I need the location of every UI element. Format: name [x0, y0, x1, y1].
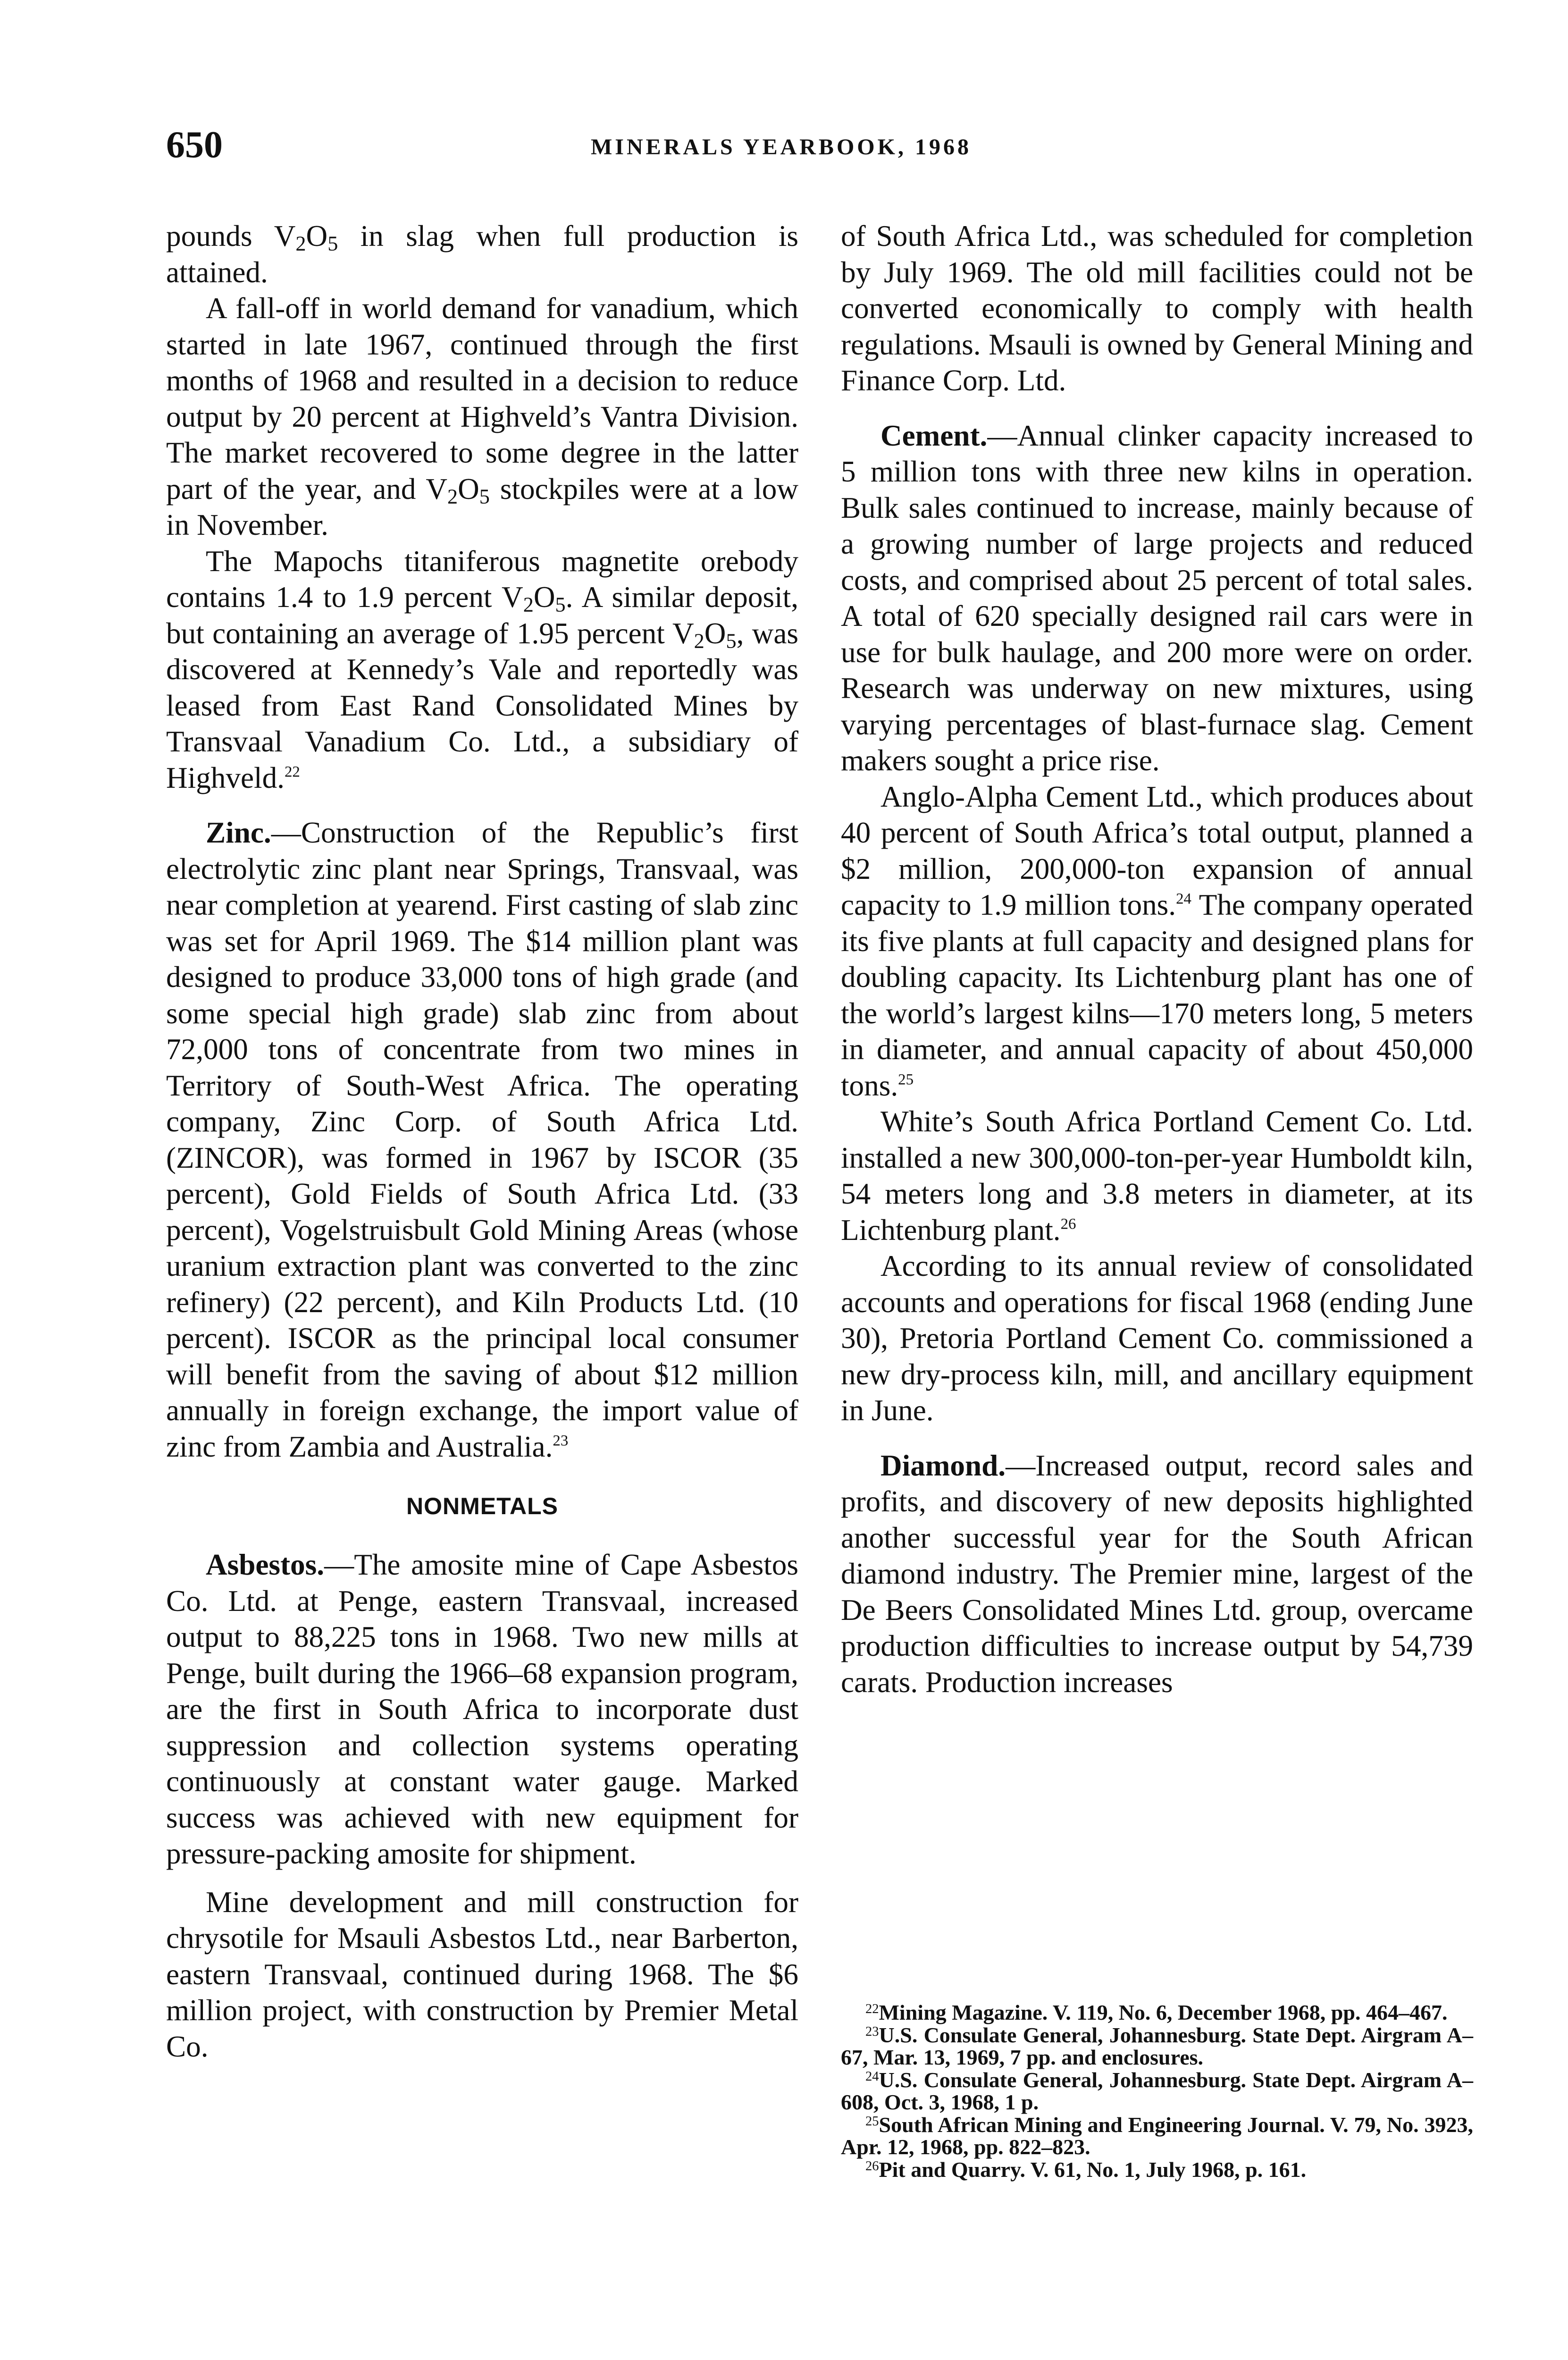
paragraph-msauli: Mine development and mill construction for chrysotile for Msauli Asbestos Ltd., near Barberton, eastern Transvaal, continued during 1968. The $6 million project, with construction by Premier Metal Co.: [166, 1885, 798, 2063]
left-column: [166, 218, 798, 2065]
footnote-ref: 25: [898, 1070, 914, 1088]
right-column: [841, 218, 1473, 1700]
footnotes: [841, 2001, 1473, 2181]
footnote-ref: 23: [553, 1432, 569, 1449]
paragraph-diamond: Diamond.—Increased output, record sales and profits, and discovery of new deposits highlighted another successful year for the South African diamond industry. The Premier mine, largest of the De Beers Consolidated Mines Ltd. group, overcame production difficulties to increase output by 54,739 carats. Production increases: [841, 1449, 1473, 1699]
paragraph-anglo-alpha: Anglo-Alpha Cement Ltd., which produces about 40 percent of South Africa’s total output, planned a $2 million, 200,000-ton expansion of annual capacity to 1.9 million tons.$^{24}$ The company operated its five plants at full capacity and designed plans for doubling capacity. Its Lichtenburg plant has one of the world’s largest kilns—170 meters long, 5 meters in diameter, and annual capacity of about 450,000 tons.$^{25}$: [841, 780, 1473, 1102]
footnote: $^{24}$U.S. Consulate General, Johannesburg. State Dept. Airgram A–608, Oct. 3, 1968, 1 p.: [841, 2068, 1473, 2114]
paragraph-vanadium-demand: A fall-off in world demand for vanadium, which started in late 1967, continued through the first months of 1968 and resulted in a decision to reduce output by 20 percent at Highveld’s Vantra Division. The market recovered to some degree in the latter part of the year, and $V_2O_5$ stockpiles were at a low in November.: [166, 292, 798, 541]
paragraph-vanadium-production: pounds $V_2O_5$ in slag when full production is attained.: [166, 219, 798, 289]
paragraph-cement: Cement.—Annual clinker capacity increased to 5 million tons with three new kilns in operation. Bulk sales continued to increase, mainly because of a growing number of large projects and reduced costs, and comprised about 25 percent of total sales. A total of 620 specially designed rail cars were in use for bulk haulage, and 200 more were on order. Research was underway on new mixtures, using varying percentages of blast-furnace slag. Cement makers sought a price rise.: [841, 419, 1473, 777]
paragraph-msauli-continued: of South Africa Ltd., was scheduled for completion by July 1969. The old mill facilities could not be converted economically to comply with health regulations. Msauli is owned by General Mining and Finance Corp. Ltd.: [841, 219, 1473, 397]
footnote-ref: 26: [1060, 1215, 1076, 1232]
section-heading-nonmetals: NONMETALS: [406, 1493, 558, 1519]
paragraph-whites: White’s South Africa Portland Cement Co. Ltd. installed a new 300,000-ton-per-year Humboldt kiln, 54 meters long and 3.8 meters in diameter, at its Lichtenburg plant.$^{26}$: [841, 1105, 1473, 1247]
section-runin-asbestos: Asbestos.: [206, 1548, 325, 1581]
section-runin-zinc: Zinc.: [206, 816, 271, 849]
footnote: $^{25}$South African Mining and Engineering Journal. V. 79, No. 3923, Apr. 12, 1968, pp. 822–823.: [841, 2113, 1473, 2159]
paragraph-mapochs: The Mapochs titaniferous magnetite orebody contains 1.4 to 1.9 percent $V_2O_5$. A similar deposit, but containing an average of 1.95 percent $V_2O_5$, was discovered at Kennedy’s Vale and reportedly was leased from East Rand Consolidated Mines by Transvaal Vanadium Co. Ltd., a subsidiary of Highveld.$^{22}$: [166, 544, 798, 794]
running-head: MINERALS YEARBOOK, 1968: [591, 135, 972, 160]
footnote-ref: 22: [284, 763, 300, 780]
page-header: [166, 124, 1402, 176]
footnote: $^{23}$U.S. Consulate General, Johannesburg. State Dept. Airgram A–67, Mar. 13, 1969, 7 pp. and enclosures.: [841, 2023, 1473, 2069]
footnote: $^{22}$Mining Magazine. V. 119, No. 6, December 1968, pp. 464–467.: [865, 2000, 1448, 2024]
paragraph-zinc: Zinc.—Construction of the Republic’s first electrolytic zinc plant near Springs, Transvaal, was near completion at yearend. First casting of slab zinc was set for April 1969. The $14 million plant was designed to produce 33,000 tons of high grade (and some special high grade) slab zinc from about 72,000 tons of concentrate from two mines in Territory of South-West Africa. The operating company, Zinc Corp. of South Africa Ltd. (ZINCOR), was formed in 1967 by ISCOR (35 percent), Gold Fields of South Africa Ltd. (33 percent), Vogelstruisbult Gold Mining Areas (whose uranium extraction plant was converted to the zinc refinery) (22 percent), and Kiln Products Ltd. (10 percent). ISCOR as the principal local consumer will benefit from the saving of about $12 million annually in foreign exchange, the import value of zinc from Zambia and Australia.$^{23}$: [166, 816, 798, 1463]
page-number: 650: [166, 124, 223, 166]
paragraph-pretoria: According to its annual review of consolidated accounts and operations for fiscal 1968 (ending June 30), Pretoria Portland Cement Co. commissioned a new dry-process kiln, mill, and ancillary equipment in June.: [841, 1249, 1473, 1427]
section-runin-diamond: Diamond.: [880, 1449, 1006, 1482]
footnote-ref: 24: [1176, 890, 1191, 908]
footnote: $^{26}$Pit and Quarry. V. 61, No. 1, July 1968, p. 161.: [865, 2158, 1307, 2182]
section-runin-cement: Cement.: [880, 419, 988, 452]
paragraph-asbestos: Asbestos.—The amosite mine of Cape Asbestos Co. Ltd. at Penge, eastern Transvaal, increased output to 88,225 tons in 1968. Two new mills at Penge, built during the 1966–68 expansion program, are the first in South Africa to incorporate dust suppression and collection systems operating continuously at constant water gauge. Marked success was achieved with new equipment for pressure-packing amosite for shipment.: [166, 1548, 798, 1870]
